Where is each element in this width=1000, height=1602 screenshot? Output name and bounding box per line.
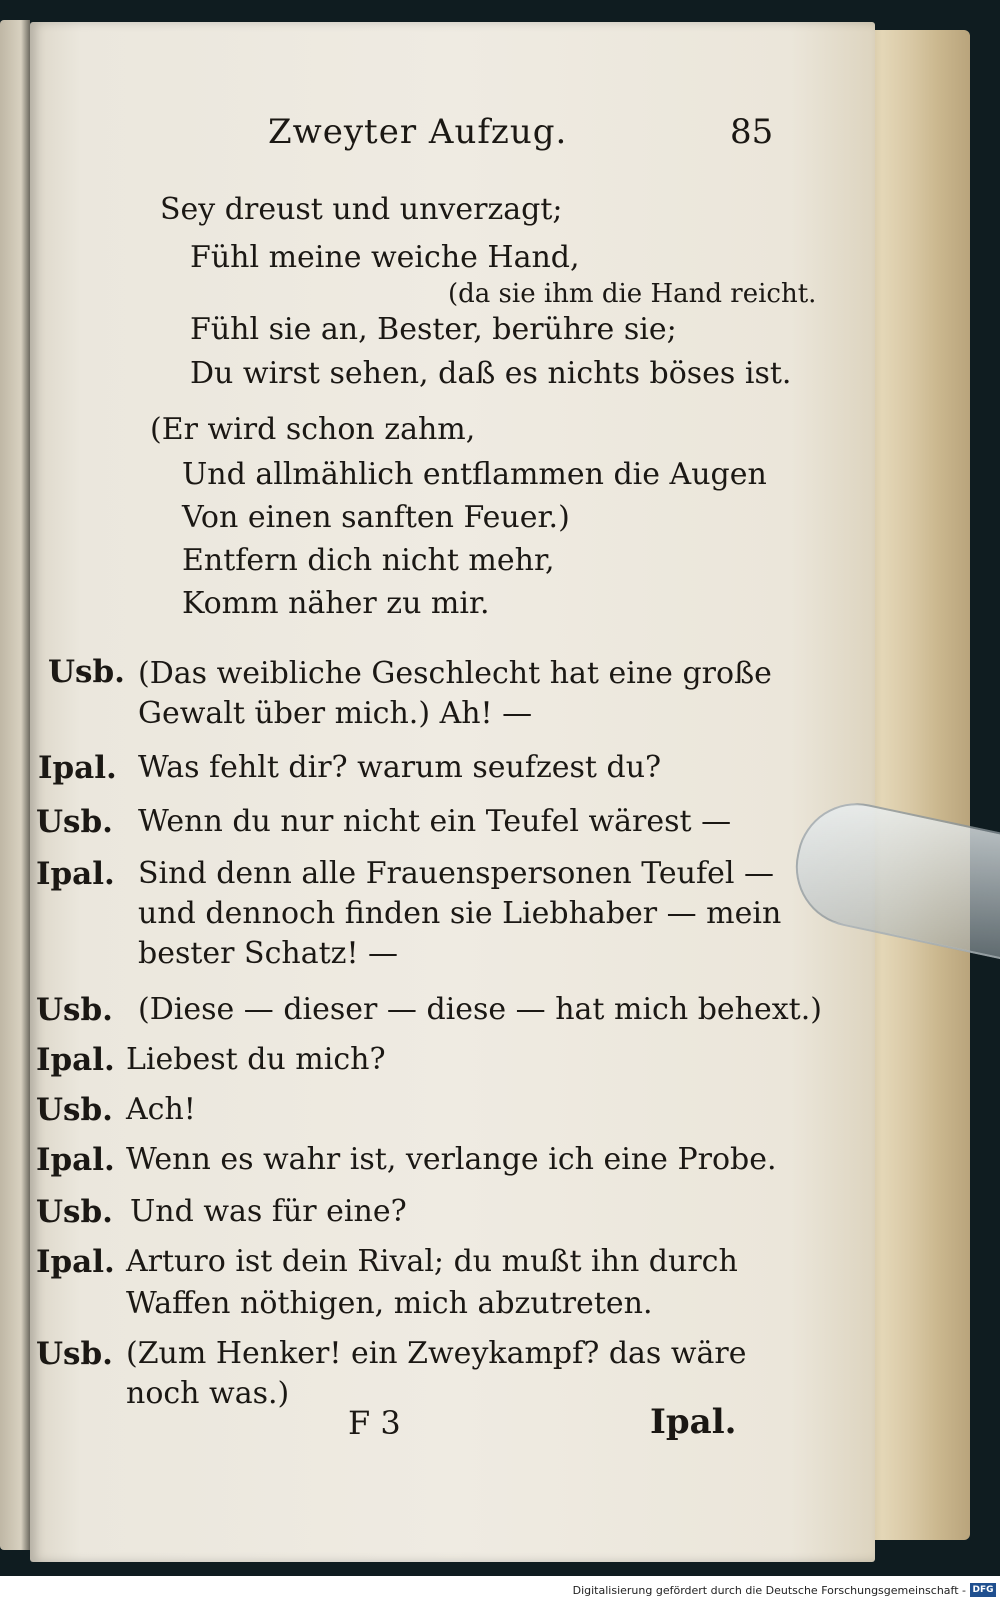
dialogue-line: (Diese — dieser — diese — hat mich behext.) bbox=[138, 992, 822, 1027]
speaker-name: Ipal. bbox=[36, 856, 115, 892]
page-number: 85 bbox=[730, 112, 774, 152]
dialogue-line: Wenn es wahr ist, verlange ich eine Probe. bbox=[126, 1142, 777, 1177]
dialogue-line: (Das weibliche Geschlecht hat eine große bbox=[138, 656, 772, 691]
verse-line: Du wirst sehen, daß es nichts böses ist. bbox=[190, 356, 792, 391]
verse-line: Fühl meine weiche Hand, bbox=[190, 240, 580, 275]
verse-line: (Er wird schon zahm, bbox=[150, 412, 476, 447]
dialogue-line: (Zum Henker! ein Zweykampf? das wäre bbox=[126, 1336, 747, 1371]
book-page bbox=[30, 22, 875, 1562]
dialogue-line: Wenn du nur nicht ein Teufel wärest — bbox=[138, 804, 732, 839]
speaker-name: Ipal. bbox=[38, 750, 117, 786]
page-stack-edge bbox=[860, 30, 970, 1540]
stage-direction: (da sie ihm die Hand reicht. bbox=[448, 279, 817, 309]
speaker-name: Usb. bbox=[36, 1092, 113, 1128]
dialogue-line: Waffen nöthigen, mich abzutreten. bbox=[126, 1286, 653, 1321]
speaker-name: Usb. bbox=[36, 1194, 113, 1230]
speaker-name: Usb. bbox=[36, 1336, 113, 1372]
speaker-name: Usb. bbox=[48, 654, 125, 690]
verse-line: Sey dreust und unverzagt; bbox=[160, 192, 563, 227]
verse-line: Fühl sie an, Bester, berühre sie; bbox=[190, 312, 677, 347]
dialogue-line: Liebest du mich? bbox=[126, 1042, 386, 1077]
dialogue-line: Ach! bbox=[126, 1092, 196, 1127]
dialogue-line: noch was.) bbox=[126, 1376, 290, 1411]
previous-page-edge bbox=[0, 20, 30, 1550]
speaker-name: Ipal. bbox=[36, 1142, 115, 1178]
dialogue-line: Und was für eine? bbox=[130, 1194, 407, 1229]
dialogue-line: Sind denn alle Frauenspersonen Teufel — bbox=[138, 856, 774, 891]
dialogue-line: und dennoch finden sie Liebhaber — mein bbox=[138, 896, 782, 931]
verse-line: Von einen sanften Feuer.) bbox=[182, 500, 570, 535]
speaker-name: Ipal. bbox=[36, 1042, 115, 1078]
credit-bar bbox=[0, 1576, 1000, 1602]
dialogue-line: Was fehlt dir? warum seufzest du? bbox=[138, 750, 662, 785]
running-head: Zweyter Aufzug. bbox=[268, 112, 568, 152]
dialogue-line: Arturo ist dein Rival; du mußt ihn durch bbox=[126, 1244, 738, 1279]
speaker-name: Usb. bbox=[36, 804, 113, 840]
verse-line: Und allmählich entflammen die Augen bbox=[182, 457, 767, 492]
speaker-name: Usb. bbox=[36, 992, 113, 1028]
dfg-logo: DFG bbox=[970, 1583, 996, 1597]
catchword: Ipal. bbox=[650, 1402, 737, 1442]
dialogue-line: Gewalt über mich.) Ah! — bbox=[138, 696, 533, 731]
credit-text: Digitalisierung gefördert durch die Deutsche Forschungsgemeinschaft - bbox=[572, 1584, 966, 1597]
verse-line: Komm näher zu mir. bbox=[182, 586, 490, 621]
signature-mark: F 3 bbox=[348, 1404, 401, 1442]
dialogue-line: bester Schatz! — bbox=[138, 936, 399, 971]
verse-line: Entfern dich nicht mehr, bbox=[182, 543, 555, 578]
speaker-name: Ipal. bbox=[36, 1244, 115, 1280]
